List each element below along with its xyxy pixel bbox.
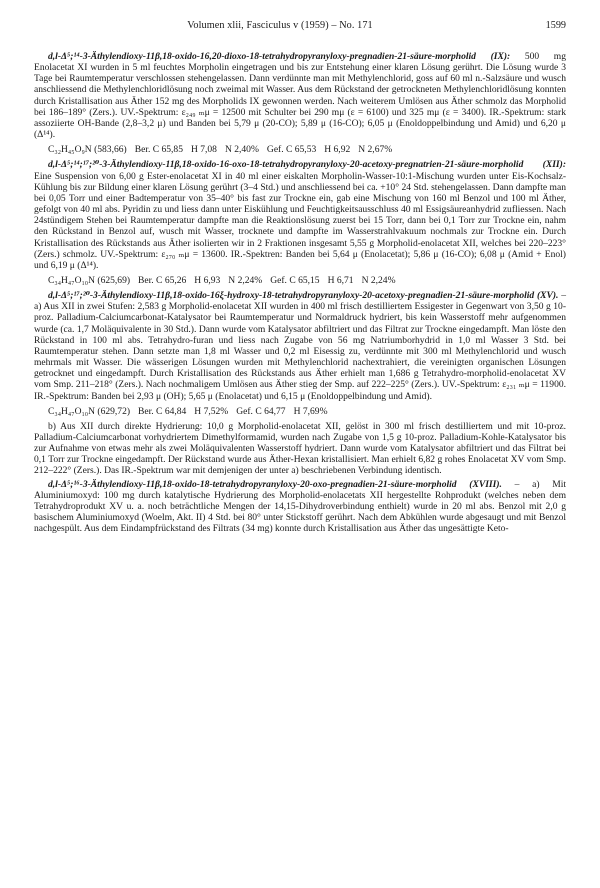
- compound-heading: d,l-Δ⁵;¹⁶-3-Äthylendioxy-11β,18-oxido-18-tetrahydropyranyloxy-20-oxo-pregnadien-21-säure-morpholid (XVIII).: [48, 478, 502, 490]
- elemental-analysis: [48, 144, 566, 155]
- section-morpholid-xii: [34, 159, 566, 286]
- formula-value: N 2,67%: [358, 144, 393, 156]
- paragraph-body: – a) Aus XII in zwei Stufen: 2,583 g Morpholid-enolacetat XII wurden in 400 ml frisch destilliertem Essigester in Gegenwart von 3,50 g 10-proz. Palladium-Calciumcarbonat-Katalysator bei Raumtemperatur und Normaldruck hydriert, bis kein Wasserstoff mehr aufgenommen wurde (ca. 1,7 Moläquivalente in 30 Std.). Dann wurde vom Katalysator abfiltriert und das Filtrat zur Trockne eingedampft. Man löste den Rückstand in 100 ml abs. Tetrahydro-furan und liess nach Zugabe von 56 mg Natriumborhydrid in 1,0 ml Wasser 3 Std. bei Raumtemperatur stehen. Dann setzte man 1,8 ml Wasser und 0,2 ml Eisessig zu, verdünnte mit 300 ml Methylenchlorid und wusch mehrmals mit Wasser. Die wässerigen Lösungen wurden mit Methylenchlorid nachextrahiert, die vereinigten organischen Lösungen getrocknet und eingedampft. Durch Kristallisation des Rückstands aus Äther erhielt man 1,686 g Tetrahydro-morpholid-enolacetat XV vom Smp. 211–218° (Zers.). Nach nochmaligem Umlösen aus Äther stieg der Smp. auf 222–225° (Zers.). UV.-Spektrum: ε₂₃₁ ₘμ = 11900. IR.-Spektrum: Banden bei 2,93 μ (OH); 5,65 μ (Enolacetat) und 6,15 μ (Enoldoppelbindung und Amid).: [34, 290, 566, 402]
- elemental-analysis: [48, 275, 566, 286]
- formula-value: H 7,69%: [293, 405, 328, 417]
- formula-value: N 2,40%: [224, 144, 259, 156]
- formula-value: N 2,24%: [228, 274, 263, 286]
- elemental-analysis: [48, 406, 566, 417]
- paragraph-body: – a) Mit Aluminiumoxyd: 100 mg durch katalytische Hydrierung des Morpholid-enolacetats XII hergestellte Rohprodukt (welches neben dem Tetrahydroprodukt XV u. a. noch beträchtliche Mengen der 14,15-Dihydroverbindung enthielt) wurde in 20 ml abs. Benzol mit 2,0 g basischem Aluminiumoxyd (Woelm, Akt. II) 4 Std. bei 80° unter Stickstoff gerührt. Nach dem Abkühlen wurde abgesaugt und mit Benzol nachgespült. Aus dem Eindampfrückstand des Filtrats (34 mg) konnte durch Kristallisation aus Äther das ungesättigte Keto-: [34, 478, 566, 535]
- formula-compound: C₃₄H₄₇O₁₀N (625,69): [48, 274, 131, 286]
- paragraph: [34, 479, 566, 535]
- compound-heading: d,l-Δ⁵;¹⁴;¹⁷;²⁰-3-Äthylendioxy-11β,18-oxido-16-oxo-18-tetrahydropyranyloxy-20-acetoxy-pregnatrien-21-säure-morpholid (XII):: [48, 159, 566, 171]
- formula-value: Gef. C 65,15: [270, 274, 320, 286]
- running-title: Volumen xlii, Fasciculus v (1959) – No. 171: [187, 20, 373, 31]
- formula-compound: C₃₂H₄₅O₉N (583,66): [48, 144, 127, 156]
- paragraph: [34, 159, 566, 271]
- page-number: 1599: [545, 20, 566, 31]
- formula-value: Ber. C 64,84: [138, 405, 187, 417]
- section-morpholid-ix: [34, 51, 566, 155]
- formula-value: H 7,08: [190, 144, 217, 156]
- formula-value: H 6,93: [194, 274, 221, 286]
- section-direct-hydrogenation: [34, 421, 566, 477]
- formula-value: N 2,24%: [361, 274, 396, 286]
- formula-value: H 6,71: [327, 274, 354, 286]
- paragraph-body: b) Aus XII durch direkte Hydrierung: 10,0 g Morpholid-enolacetat XII, gelöst in 300 ml frisch destilliertem und mit 10-proz. Palladium-Calciumcarbonat vorhydriertem Dimethylformamid, wurden nach Zugabe von 1,5 g 10-proz. Palladium-Kohle-Katalysator bis zur Aufnahme von etwas mehr als zwei Moläquivalenten Wasserstoff hydriert. Dann wurde vom Katalysator abfiltriert und das Filtrat bei 0,1 Torr zur Trockne eingedampft. Der Rückstand wurde aus Äther-Hexan kristallisiert. Man erhielt 6,82 g rohes Enolacetat XV vom Smp. 212–222° (Zers.). Das IR.-Spektrum war mit demjenigen der unter a) beschriebenen Verbindung identisch.: [34, 420, 566, 477]
- formula-value: Ber. C 65,26: [138, 274, 187, 286]
- paragraph: [34, 290, 566, 402]
- compound-heading: d,l-Δ⁵;¹⁴-3-Äthylendioxy-11β,18-oxido-16,20-dioxo-18-tetrahydropyranyloxy-pregnadien-21-säure-morpholid (IX):: [48, 51, 511, 62]
- paragraph: [34, 421, 566, 477]
- formula-value: Gef. C 65,53: [266, 144, 317, 156]
- section-morpholid-xviii: [34, 479, 566, 535]
- formula-compound: C₃₄H₄₇O₁₀N (629,72): [48, 405, 131, 417]
- formula-value: Ber. C 65,85: [134, 144, 183, 156]
- paragraph-body: 500 mg Enolacetat XI wurden in 5 ml feuchtes Morpholin eingetragen und bis zur Entstehung einer klaren Lösung gerührt. Die Lösung wurde 3 Tage bei Raumtemperatur verschlossen stehengelassen. Dann verdünnte man mit Methylenchlorid, goss auf 60 ml n.-Salzsäure und wusch anschliessend die Methylenchloridlösung noch zweimal mit Wasser. Aus dem Rückstand der getrockneten Methylenchloridlösung konnten durch Kristallisation aus Äther 152 mg des Morpholids IX gewonnen werden. Nach weiterem Umlösen aus Äther schmolz das Morpholid bei 186–189° (Zers.). UV.-Spektrum: ε₂₄₉ ₘμ = 12500 mit Schulter bei 290 mμ (ε = 6100) und 325 mμ (ε = 3400). IR.-Spektrum: stark assoziierte OH-Bande (2,8–3,2 μ) und Banden bei 5,79 μ (20-CO); 5,89 μ (16-CO); 6,05 μ (Enoldoppelbindung und Amid) und 6,20 μ (Δ¹⁴).: [34, 51, 566, 141]
- paragraph: [34, 51, 566, 140]
- paragraph-body: Eine Suspension von 6,00 g Ester-enolacetat XI in 40 ml einer eiskalten Morpholin-Wasser-10:1-Mischung wurden unter Eis-Kochsalz-Kühlung bis zur Bildung einer klaren Lösung gerührt (3–4 Std.) und anschliessend bei ca. +10° 24 Std. stehengelassen. Dann dampfte man bei 0,05 Torr und einer Badtemperatur von 35–40° bis fast zur Trockne ein, gab eine Mischung von 160 ml Benzol und 100 ml Äther, gefolgt von 40 ml abs. Pyridin zu und liess dann unter Eiskühlung und Feuchtigkeitsausschluss 40 ml Essigsäureanhydrid zufliessen. Nach 24stündigem Stehen bei Raumtemperatur dampfte man die Reaktionslösung zuerst bei 15 Torr, dann bei 0,1 Torr zur Trockne ein, nahm den Rückstand in Benzol auf, wusch mit Wasser, trocknete und dampfte im Wasserstrahlvakuum nochmals zur Trockne ein. Durch Kristallisation des Rückstands aus Äther isolierten wir in 2 Fraktionen insgesamt 5,55 g Morpholid-enolacetat XII, welches bei 220–223° (Zers.) schmolz. UV.-Spektrum: ε₂₇₀ ₘμ = 13600. IR.-Spektren: Banden bei 5,64 μ (Enolacetat); 5,86 μ (16-CO); 6,08 μ (Amid + Enol) und 6,19 μ (Δ¹⁴).: [34, 170, 566, 271]
- compound-heading: d,l-Δ⁵;¹⁷;²⁰-3-Äthylendioxy-11β,18-oxido-16ξ-hydroxy-18-tetrahydropyranyloxy-20-acetoxy-pregnadien-21-säure-morpholid (XV).: [48, 290, 559, 302]
- formula-value: H 6,92: [324, 144, 351, 156]
- formula-value: H 7,52%: [194, 405, 229, 417]
- section-morpholid-xv: [34, 290, 566, 417]
- formula-value: Gef. C 64,77: [236, 405, 286, 417]
- running-header: [34, 20, 566, 38]
- paper-page: [34, 20, 566, 534]
